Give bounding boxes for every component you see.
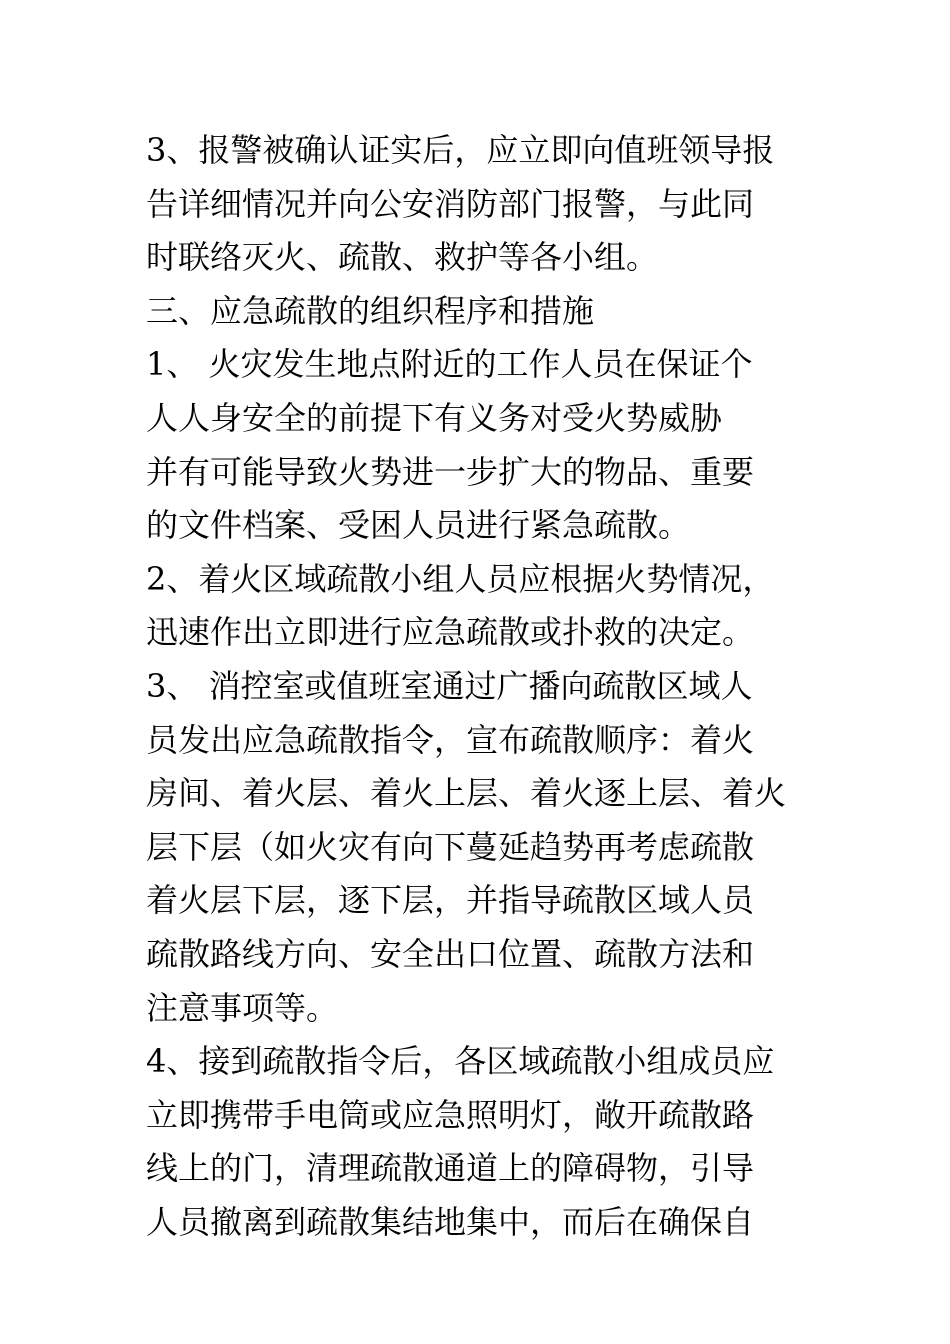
text-line: 2、着火区域疏散小组人员应根据火势情况， bbox=[146, 559, 775, 598]
text-line: 着火层下层，逐下层，并指导疏散区域人员 bbox=[146, 881, 755, 920]
text-line: 注意事项等。 bbox=[146, 988, 339, 1027]
text-line: 3、 消控室或值班室通过广播向疏散区域人 bbox=[146, 666, 753, 705]
text-line: 的文件档案、受困人员进行紧急疏散。 bbox=[146, 506, 691, 545]
text-line: 时联络灭火、疏散、救护等各小组。 bbox=[146, 238, 659, 277]
text-line: 人员撤离到疏散集结地集中，而后在确保自 bbox=[146, 1202, 755, 1241]
text-line: 层下层（如火灾有向下蔓延趋势再考虑疏散 bbox=[146, 827, 755, 866]
section-heading: 三、应急疏散的组织程序和措施 bbox=[146, 291, 595, 330]
text-line: 员发出应急疏散指令，宣布疏散顺序：着火 bbox=[146, 720, 755, 759]
text-line: 疏散路线方向、安全出口位置、疏散方法和 bbox=[146, 934, 755, 973]
text-line: 4、接到疏散指令后，各区域疏散小组成员应 bbox=[146, 1042, 775, 1081]
text-line: 迅速作出立即进行应急疏散或扑救的决定。 bbox=[146, 613, 755, 652]
text-line: 1、 火灾发生地点附近的工作人员在保证个 bbox=[146, 345, 753, 384]
text-line: 告详细情况并向公安消防部门报警，与此同 bbox=[146, 184, 755, 223]
text-line: 并有可能导致火势进一步扩大的物品、重要 bbox=[146, 452, 755, 491]
text-line: 立即携带手电筒或应急照明灯，敞开疏散路 bbox=[146, 1095, 755, 1134]
text-line: 人人身安全的前提下有义务对受火势威胁 bbox=[146, 398, 723, 437]
text-line: 线上的门，清理疏散通道上的障碍物，引导 bbox=[146, 1149, 755, 1188]
text-line: 房间、着火层、着火上层、着火逐上层、着火 bbox=[146, 774, 787, 813]
text-line: 3、报警被确认证实后，应立即向值班领导报 bbox=[146, 131, 775, 169]
document-body-text bbox=[146, 124, 816, 1249]
